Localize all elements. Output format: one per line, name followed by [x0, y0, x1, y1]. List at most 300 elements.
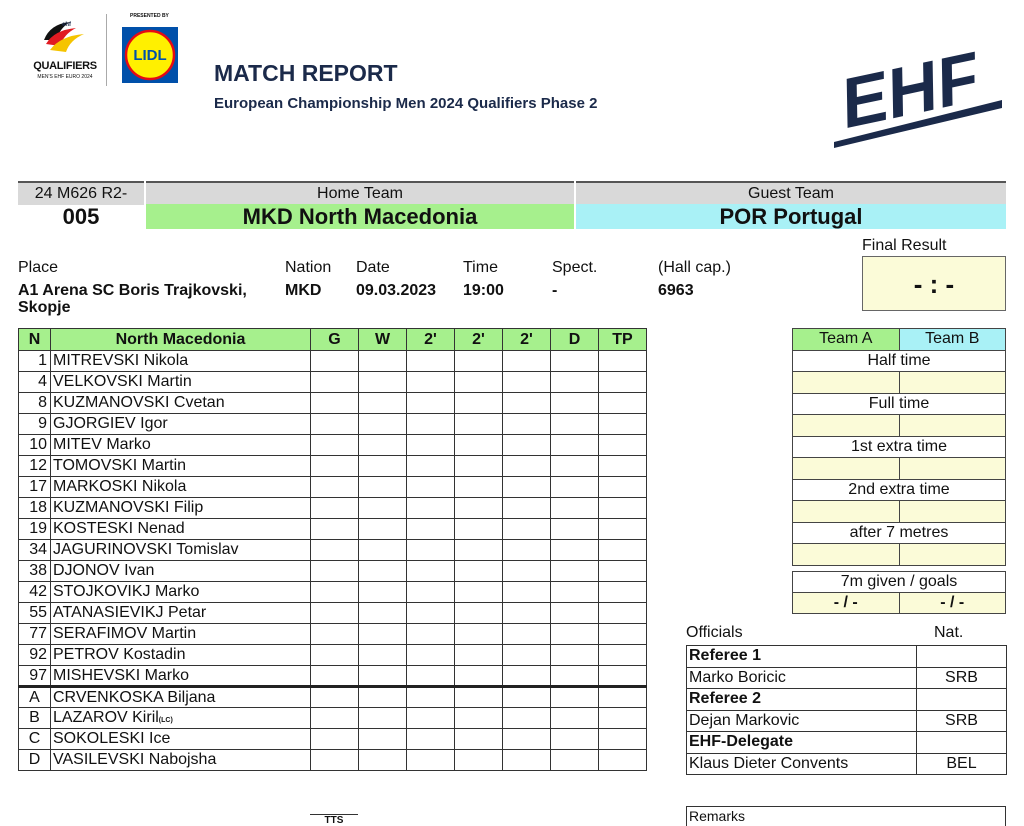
- stat-cell: [503, 540, 551, 561]
- stat-cell: [455, 540, 503, 561]
- players-col-header: 2': [407, 329, 455, 351]
- player-name-cell: [51, 414, 311, 435]
- team-official-name: SOKOLESKI Ice: [53, 730, 171, 747]
- player-number: 1: [19, 351, 51, 372]
- stat-cell: [407, 351, 455, 372]
- player-name-cell: [51, 435, 311, 456]
- stat-cell: [503, 372, 551, 393]
- player-name: KOSTESKI Nenad: [53, 520, 185, 537]
- player-name-cell: [51, 666, 311, 687]
- stat-cell: [455, 372, 503, 393]
- stat-cell: [407, 729, 455, 750]
- stat-cell: [407, 624, 455, 645]
- player-number: 97: [19, 666, 51, 687]
- player-name: PETROV Kostadin: [53, 646, 186, 663]
- stat-cell: [311, 708, 359, 729]
- officials-label: Officials: [686, 624, 743, 641]
- stat-cell: [455, 519, 503, 540]
- official-nationality: BEL: [917, 753, 1007, 775]
- stat-cell: [503, 456, 551, 477]
- official-nationality: SRB: [917, 667, 1007, 689]
- stat-cell: [359, 372, 407, 393]
- stat-cell: [503, 624, 551, 645]
- player-name: MITREVSKI Nikola: [53, 352, 189, 369]
- stat-cell: [407, 603, 455, 624]
- player-name-cell: [51, 372, 311, 393]
- stat-cell: [311, 582, 359, 603]
- stat-cell: [407, 477, 455, 498]
- stat-cell: [359, 750, 407, 771]
- player-name: ATANASIEVIKJ Petar: [53, 604, 207, 621]
- presented-by-text: PRESENTED BY: [130, 13, 169, 19]
- stat-cell: [551, 561, 599, 582]
- stat-cell: [503, 435, 551, 456]
- stat-cell: [599, 687, 647, 708]
- stat-cell: [599, 603, 647, 624]
- nation-label: Nation: [285, 259, 332, 276]
- ehf-logo: [832, 30, 1008, 148]
- stat-cell: [311, 603, 359, 624]
- stat-cell: [551, 645, 599, 666]
- player-row: [19, 351, 647, 372]
- player-row: [19, 582, 647, 603]
- stat-cell: [455, 351, 503, 372]
- stat-cell: [503, 708, 551, 729]
- stat-cell: [599, 624, 647, 645]
- guest-team-label: Guest Team: [576, 181, 1006, 205]
- stat-cell: [599, 393, 647, 414]
- stat-cell: [599, 561, 647, 582]
- player-row: [19, 414, 647, 435]
- period-score-team-a: [793, 458, 900, 480]
- team-official-name: VASILEVSKI Nabojsha: [53, 751, 217, 768]
- stat-cell: [359, 645, 407, 666]
- player-number: 55: [19, 603, 51, 624]
- remarks-box: Remarks: [686, 806, 1006, 826]
- period-label: 1st extra time: [793, 436, 1006, 458]
- stat-cell: [599, 582, 647, 603]
- seven-metre-table: [792, 571, 1006, 614]
- official-role: Referee 2: [687, 689, 917, 711]
- stat-cell: [503, 351, 551, 372]
- stat-cell: [551, 750, 599, 771]
- stat-cell: [311, 540, 359, 561]
- stat-cell: [311, 456, 359, 477]
- stat-cell: [359, 477, 407, 498]
- stat-cell: [455, 666, 503, 687]
- official-role-nat-blank: [917, 732, 1007, 754]
- guest-team-name: POR Portugal: [576, 204, 1006, 229]
- official-role: EHF-Delegate: [687, 732, 917, 754]
- stat-cell: [455, 624, 503, 645]
- player-name-cell: [51, 519, 311, 540]
- stat-cell: [503, 666, 551, 687]
- officials-table: [686, 645, 1007, 775]
- player-number: 38: [19, 561, 51, 582]
- player-name-cell: [51, 624, 311, 645]
- team-official-name: CRVENKOSKA Biljana: [53, 688, 216, 706]
- hall-capacity-label: (Hall cap.): [658, 259, 731, 276]
- stat-cell: [503, 519, 551, 540]
- player-number: 34: [19, 540, 51, 561]
- player-name: STOJKOVIKJ Marko: [53, 583, 200, 600]
- stat-cell: [311, 435, 359, 456]
- player-name-cell: [51, 603, 311, 624]
- period-score-team-b: [899, 544, 1006, 566]
- stat-cell: [407, 414, 455, 435]
- date-label: Date: [356, 259, 390, 276]
- period-score-team-a: [793, 544, 900, 566]
- player-name: GJORGIEV Igor: [53, 415, 168, 432]
- stat-cell: [599, 666, 647, 687]
- place-value-line1: A1 Arena SC Boris Trajkovski,: [18, 282, 247, 299]
- player-number: 77: [19, 624, 51, 645]
- stat-cell: [551, 477, 599, 498]
- player-number: 4: [19, 372, 51, 393]
- player-number: 9: [19, 414, 51, 435]
- stat-cell: [551, 435, 599, 456]
- player-number: 12: [19, 456, 51, 477]
- player-number: 92: [19, 645, 51, 666]
- period-score-team-a: [793, 415, 900, 437]
- date-value: 09.03.2023: [356, 282, 437, 299]
- team-official-name-cell: [51, 687, 311, 708]
- stat-cell: [551, 729, 599, 750]
- seven-metre-team-b: - / -: [899, 593, 1006, 614]
- stat-cell: [407, 687, 455, 708]
- stat-cell: [311, 498, 359, 519]
- period-score-team-b: [899, 458, 1006, 480]
- period-score-team-b: [899, 501, 1006, 523]
- home-team-label: Home Team: [146, 181, 574, 205]
- stat-cell: [551, 582, 599, 603]
- players-col-header: North Macedonia: [51, 329, 311, 351]
- time-value: 19:00: [463, 282, 504, 299]
- player-name: MISHEVSKI Marko: [53, 666, 190, 684]
- stat-cell: [599, 540, 647, 561]
- officials-nat-label: Nat.: [934, 624, 964, 641]
- player-row: [19, 540, 647, 561]
- stat-cell: [359, 729, 407, 750]
- stat-cell: [359, 666, 407, 687]
- lidl-text: LIDL: [133, 47, 167, 64]
- player-row: [19, 519, 647, 540]
- player-row: [19, 624, 647, 645]
- stat-cell: [599, 372, 647, 393]
- stat-cell: [359, 498, 407, 519]
- stat-cell: [551, 708, 599, 729]
- stat-cell: [455, 687, 503, 708]
- stat-cell: [311, 519, 359, 540]
- stat-cell: [455, 414, 503, 435]
- stat-cell: [311, 687, 359, 708]
- spectators-value: -: [552, 282, 558, 299]
- player-number: 42: [19, 582, 51, 603]
- player-name: MARKOSKI Nikola: [53, 478, 187, 495]
- stat-cell: [455, 561, 503, 582]
- team-official-name-cell: [51, 750, 311, 771]
- player-name-cell: [51, 582, 311, 603]
- period-score-team-a: [793, 501, 900, 523]
- stat-cell: [359, 624, 407, 645]
- stat-cell: [503, 393, 551, 414]
- team-official-row: [19, 708, 647, 729]
- stat-cell: [503, 582, 551, 603]
- player-row: [19, 477, 647, 498]
- stat-cell: [311, 645, 359, 666]
- player-name-cell: [51, 477, 311, 498]
- stat-cell: [503, 645, 551, 666]
- stat-cell: [599, 708, 647, 729]
- team-official-letter: A: [19, 687, 51, 708]
- official-name: Klaus Dieter Convents: [687, 753, 917, 775]
- player-name-cell: [51, 561, 311, 582]
- player-number: 18: [19, 498, 51, 519]
- stat-cell: [407, 519, 455, 540]
- stat-cell: [455, 477, 503, 498]
- players-col-header: 2': [503, 329, 551, 351]
- player-row: [19, 456, 647, 477]
- score-table: [792, 328, 1006, 566]
- player-number: 19: [19, 519, 51, 540]
- stat-cell: [503, 729, 551, 750]
- stat-cell: [599, 519, 647, 540]
- player-name-cell: [51, 540, 311, 561]
- stat-cell: [311, 729, 359, 750]
- players-col-header: G: [311, 329, 359, 351]
- stat-cell: [551, 519, 599, 540]
- stat-cell: [551, 456, 599, 477]
- official-nationality: SRB: [917, 710, 1007, 732]
- player-name: TOMOVSKI Martin: [53, 457, 187, 474]
- player-name-cell: [51, 498, 311, 519]
- players-col-header: W: [359, 329, 407, 351]
- stat-cell: [503, 750, 551, 771]
- player-name-cell: [51, 645, 311, 666]
- period-label: Half time: [793, 350, 1006, 372]
- stat-cell: [359, 351, 407, 372]
- player-name: DJONOV Ivan: [53, 562, 155, 579]
- stat-cell: [311, 393, 359, 414]
- players-footer-stub: TTS: [310, 814, 358, 825]
- stat-cell: [311, 351, 359, 372]
- match-number: 005: [62, 204, 100, 229]
- player-number: 17: [19, 477, 51, 498]
- team-official-name-cell: [51, 708, 311, 729]
- stat-cell: [455, 498, 503, 519]
- stat-cell: [359, 582, 407, 603]
- player-name-cell: [51, 456, 311, 477]
- nation-value: MKD: [285, 282, 322, 299]
- ehf-logo-text: EHF: [833, 37, 987, 143]
- stat-cell: [599, 456, 647, 477]
- stat-cell: [599, 414, 647, 435]
- stat-cell: [455, 729, 503, 750]
- official-role-nat-blank: [917, 689, 1007, 711]
- stat-cell: [455, 645, 503, 666]
- player-name: JAGURINOVSKI Tomislav: [53, 541, 239, 558]
- period-score-team-b: [899, 415, 1006, 437]
- period-score-team-b: [899, 372, 1006, 394]
- euro-qualifiers-logo: [30, 12, 100, 86]
- player-name: KUZMANOVSKI Filip: [53, 499, 204, 516]
- stat-cell: [311, 414, 359, 435]
- stat-cell: [311, 624, 359, 645]
- official-name: Dejan Markovic: [687, 710, 917, 732]
- stat-cell: [455, 750, 503, 771]
- stat-cell: [503, 414, 551, 435]
- stat-cell: [599, 645, 647, 666]
- stat-cell: [599, 477, 647, 498]
- seven-metre-label: 7m given / goals: [793, 572, 1006, 593]
- stat-cell: [503, 603, 551, 624]
- stat-cell: [407, 561, 455, 582]
- player-name-cell: [51, 351, 311, 372]
- stat-cell: [455, 582, 503, 603]
- stat-cell: [599, 435, 647, 456]
- stat-cell: [551, 498, 599, 519]
- stat-cell: [599, 351, 647, 372]
- official-role: Referee 1: [687, 646, 917, 668]
- stat-cell: [311, 666, 359, 687]
- stat-cell: [311, 561, 359, 582]
- final-result-label: Final Result: [862, 237, 947, 254]
- team-b-header: Team B: [899, 329, 1006, 351]
- player-row: [19, 666, 647, 687]
- stat-cell: [359, 540, 407, 561]
- player-number: 8: [19, 393, 51, 414]
- player-row: [19, 603, 647, 624]
- player-number: 10: [19, 435, 51, 456]
- euro-ehf-mini-text: ehf: [62, 22, 71, 28]
- stat-cell: [359, 687, 407, 708]
- player-name: VELKOVSKI Martin: [53, 373, 192, 390]
- stat-cell: [359, 456, 407, 477]
- home-team-name: MKD North Macedonia: [146, 204, 574, 229]
- stat-cell: [503, 687, 551, 708]
- team-official-tag: (LC): [158, 717, 173, 724]
- stat-cell: [407, 540, 455, 561]
- stat-cell: [551, 351, 599, 372]
- players-col-header: TP: [599, 329, 647, 351]
- player-row: [19, 645, 647, 666]
- stat-cell: [311, 477, 359, 498]
- player-row: [19, 372, 647, 393]
- team-official-letter: C: [19, 729, 51, 750]
- player-row: [19, 498, 647, 519]
- time-label: Time: [463, 259, 498, 276]
- team-official-row: [19, 750, 647, 771]
- stat-cell: [551, 687, 599, 708]
- player-name: KUZMANOVSKI Cvetan: [53, 394, 225, 411]
- team-official-letter: B: [19, 708, 51, 729]
- stat-cell: [407, 708, 455, 729]
- stat-cell: [503, 561, 551, 582]
- place-value-line2: Skopje: [18, 299, 71, 316]
- players-col-header: N: [19, 329, 51, 351]
- stat-cell: [551, 372, 599, 393]
- player-row: [19, 435, 647, 456]
- stat-cell: [359, 435, 407, 456]
- stat-cell: [455, 708, 503, 729]
- stat-cell: [455, 393, 503, 414]
- stat-cell: [407, 372, 455, 393]
- stat-cell: [407, 456, 455, 477]
- stat-cell: [407, 750, 455, 771]
- stat-cell: [599, 498, 647, 519]
- spectators-label: Spect.: [552, 259, 598, 276]
- stat-cell: [359, 414, 407, 435]
- stat-cell: [407, 645, 455, 666]
- euro-sub-text: MEN'S EHF EURO 2024: [37, 74, 93, 80]
- report-subtitle: European Championship Men 2024 Qualifiers Phase 2: [214, 95, 598, 112]
- players-col-header: 2': [455, 329, 503, 351]
- stat-cell: [407, 393, 455, 414]
- match-code: 24 M626 R2-: [18, 181, 144, 205]
- hall-capacity-value: 6963: [658, 282, 694, 299]
- stat-cell: [551, 393, 599, 414]
- players-header-row: [19, 329, 647, 351]
- stat-cell: [455, 435, 503, 456]
- period-label: Full time: [793, 393, 1006, 415]
- stat-cell: [359, 393, 407, 414]
- stat-cell: [551, 414, 599, 435]
- report-title: MATCH REPORT: [214, 60, 398, 86]
- team-official-row: [19, 687, 647, 708]
- stat-cell: [503, 498, 551, 519]
- lidl-logo: [122, 27, 178, 83]
- period-label: 2nd extra time: [793, 479, 1006, 501]
- player-name-cell: [51, 393, 311, 414]
- stat-cell: [407, 582, 455, 603]
- player-name: SERAFIMOV Martin: [53, 625, 197, 642]
- stat-cell: [407, 498, 455, 519]
- players-col-header: D: [551, 329, 599, 351]
- stat-cell: [359, 519, 407, 540]
- period-label: after 7 metres: [793, 522, 1006, 544]
- player-row: [19, 393, 647, 414]
- stat-cell: [455, 603, 503, 624]
- seven-metre-team-a: - / -: [793, 593, 900, 614]
- stat-cell: [311, 372, 359, 393]
- team-a-header: Team A: [793, 329, 900, 351]
- euro-swoosh-icon: [40, 18, 88, 56]
- stat-cell: [551, 603, 599, 624]
- player-name: MITEV Marko: [53, 436, 151, 453]
- euro-qualifiers-text: QUALIFIERS: [33, 60, 97, 72]
- stat-cell: [503, 477, 551, 498]
- stat-cell: [455, 456, 503, 477]
- stat-cell: [359, 603, 407, 624]
- place-label: Place: [18, 259, 59, 276]
- official-name: Marko Boricic: [687, 667, 917, 689]
- stat-cell: [311, 750, 359, 771]
- player-row: [19, 561, 647, 582]
- team-official-letter: D: [19, 750, 51, 771]
- period-score-team-a: [793, 372, 900, 394]
- team-official-name-cell: [51, 729, 311, 750]
- stat-cell: [551, 666, 599, 687]
- stat-cell: [551, 540, 599, 561]
- stat-cell: [599, 729, 647, 750]
- stat-cell: [359, 561, 407, 582]
- logo-divider: [106, 14, 107, 86]
- home-players-table: [18, 328, 647, 771]
- stat-cell: [599, 750, 647, 771]
- team-official-name: LAZAROV Kiril: [53, 709, 159, 726]
- stat-cell: [407, 666, 455, 687]
- team-official-row: [19, 729, 647, 750]
